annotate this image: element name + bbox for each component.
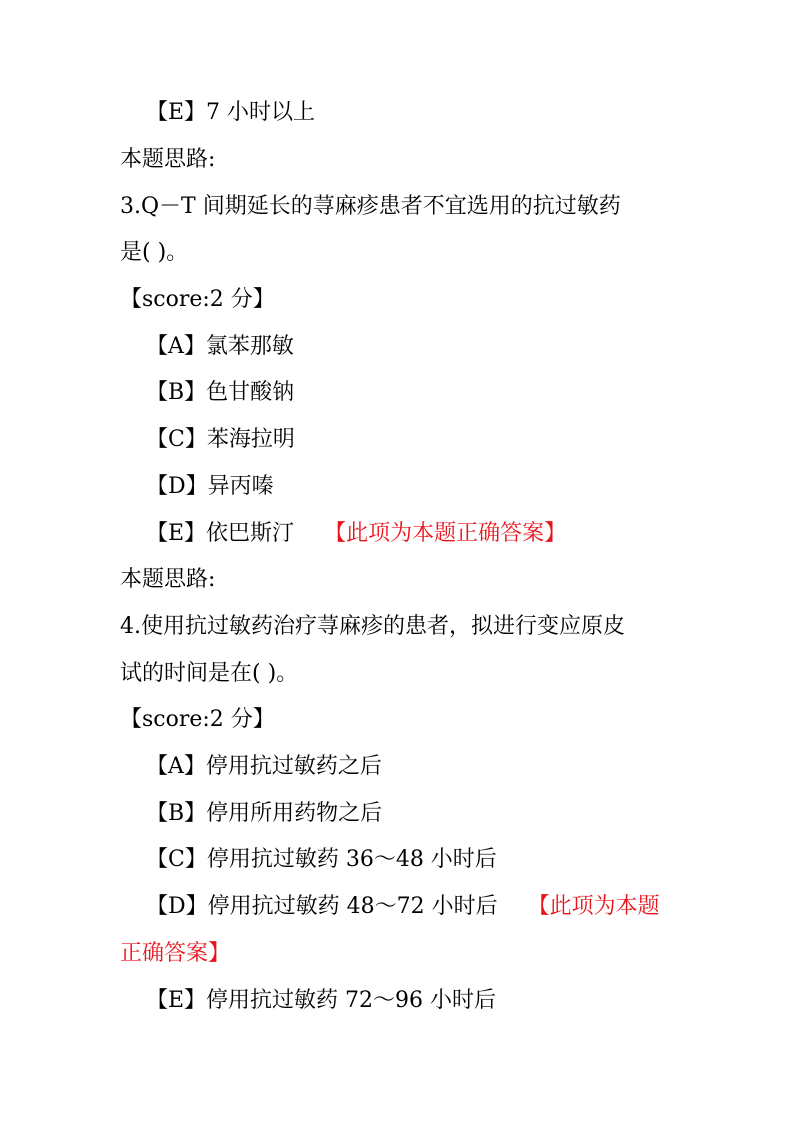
q3-correct-answer-mark: 【此项为本题正确答案】: [324, 521, 567, 546]
q4-option-b: 【B】停用所用药物之后: [146, 801, 383, 826]
q3-stem-line2: 是( )。: [120, 240, 189, 265]
q3-explanation-label: 本题思路:: [120, 567, 216, 592]
q3-option-e-row: [146, 521, 716, 547]
q3-option-d: 【D】异丙嗪: [146, 474, 274, 499]
q4-option-c: 【C】停用抗过敏药 36～48 小时后: [146, 847, 497, 872]
q3-option-a: 【A】氯苯那敏: [146, 334, 294, 359]
q4-stem-line1: 4.使用抗过敏药治疗荨麻疹的患者，拟进行变应原皮: [120, 614, 625, 639]
q4-option-d-row: [146, 894, 716, 920]
q4-score: 【score:2 分】: [120, 707, 275, 732]
q3-stem-line1: 3.Q－T 间期延长的荨麻疹患者不宜选用的抗过敏药: [120, 194, 621, 219]
q4-option-d: 【D】停用抗过敏药 48～72 小时后: [146, 894, 498, 919]
q3-option-e: 【E】依巴斯汀: [146, 521, 295, 546]
q4-option-e: 【E】停用抗过敏药 72～96 小时后: [146, 988, 497, 1013]
q2-explanation-label: 本题思路:: [120, 147, 216, 172]
q4-correct-answer-mark-part1: 【此项为本题: [527, 894, 660, 919]
q2-option-e: 【E】7 小时以上: [146, 100, 316, 125]
q3-option-c: 【C】苯海拉明: [146, 427, 295, 452]
q4-correct-answer-mark-part2: 正确答案】: [120, 941, 231, 966]
q3-score: 【score:2 分】: [120, 287, 275, 312]
q4-stem-line2: 试的时间是在( )。: [120, 661, 299, 686]
q3-option-b: 【B】色甘酸钠: [146, 380, 295, 405]
q4-option-a: 【A】停用抗过敏药之后: [146, 754, 382, 779]
